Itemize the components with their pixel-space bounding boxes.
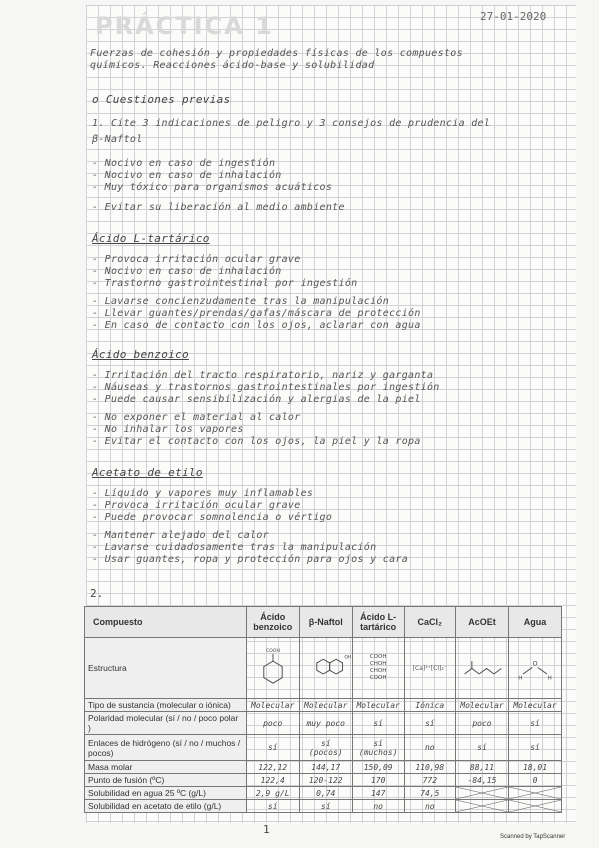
table-header-row <box>85 607 562 638</box>
column-header: CaCl₂ <box>404 607 455 638</box>
acetato-item: - Lavarse cuidadosamente tras la manipulación <box>92 542 377 553</box>
structure-row <box>85 638 562 699</box>
table-row <box>85 787 562 800</box>
row-label: Solubilidad en acetato de etilo (g/L) <box>85 800 247 813</box>
benzoico-item: - Puede causar sensibilización y alergias de la piel <box>92 394 421 405</box>
column-header: Agua <box>508 607 561 638</box>
row-label: Solubilidad en agua 25 ºC (g/L) <box>85 787 247 800</box>
table-cell: 772 <box>404 774 455 787</box>
table-cell: no <box>404 800 455 813</box>
column-header: Ácido L-tartárico <box>352 607 404 638</box>
table-cell: Molecular <box>299 699 352 712</box>
naphthol-oh-label: OH <box>344 655 352 661</box>
table-cell: Molecular <box>455 699 508 712</box>
tartarico-item: - Trastorno gastrointestinal por ingestión <box>92 278 358 289</box>
table-row <box>85 712 562 735</box>
table-row <box>85 735 562 761</box>
table-cell: Molecular <box>352 699 404 712</box>
row-label: Polaridad molecular (sí / no / poco polar ) <box>85 712 247 735</box>
benzoico-item: - No exponer el material al calor <box>92 412 301 423</box>
section-2-number: 2. <box>90 587 104 600</box>
page-title: PRÁCTICA 1 <box>95 12 274 40</box>
benzoic-acid-structure <box>246 638 299 699</box>
table-cell: 120-122 <box>299 774 352 787</box>
row-label: Masa molar <box>85 761 247 774</box>
cacl2-structure <box>404 638 455 699</box>
section-heading: o Cuestiones previas <box>92 93 231 106</box>
tartarico-item: - Nocivo en caso de inhalación <box>92 266 282 277</box>
column-header: AcOEt <box>455 607 508 638</box>
table-cell: 2,9 g/L <box>246 787 299 800</box>
ethyl-acetate-structure <box>455 638 508 699</box>
benzoico-item: - Náuseas y trastornos gastrointestinales por ingestión <box>92 382 440 393</box>
table-cell: sí (pocos) <box>299 735 352 761</box>
acetato-item: - Puede provocar somnolencia o vértigo <box>92 512 333 523</box>
naftol-item: - Nocivo en caso de ingestión <box>92 158 276 169</box>
naftol-item: - Evitar su liberación al medio ambiente <box>92 202 345 213</box>
row-label: Enlaces de hidrógeno (sí / no / muchos / pocos) <box>85 735 247 761</box>
row-label: Estructura <box>85 638 247 699</box>
acetato-heading: Acetato de etilo <box>92 466 203 479</box>
question-line-2: β-Naftol <box>92 134 143 145</box>
table-cell: sí <box>352 712 404 735</box>
column-header: Ácido benzoico <box>246 607 299 638</box>
question-line-1: 1. Cite 3 indicaciones de peligro y 3 consejos de prudencia del <box>92 118 491 129</box>
row-label: Punto de fusión (ºC) <box>85 774 247 787</box>
benzoico-item: - No inhalar los vapores <box>92 424 244 435</box>
table-row <box>85 761 562 774</box>
table-cell: 170 <box>352 774 404 787</box>
table-row <box>85 774 562 787</box>
date: 27-01-2020 <box>480 10 547 23</box>
table-cell: sí <box>246 735 299 761</box>
crossed-out-cell <box>508 800 561 813</box>
water-h-label: H <box>547 675 552 682</box>
acetato-item: - Usar guantes, ropa y protección para ojos y cara <box>92 554 409 565</box>
table-cell: 144,17 <box>299 761 352 774</box>
table-cell: 0,74 <box>299 787 352 800</box>
crossed-out-cell <box>455 787 508 800</box>
table-cell: sí <box>299 800 352 813</box>
benzoico-item: - Evitar el contacto con los ojos, la piel y la ropa <box>92 436 421 447</box>
cacl2-formula: [Ca]²⁺[Cl]₂⁻ <box>412 664 447 672</box>
table-row <box>85 800 562 813</box>
table-cell: poco <box>246 712 299 735</box>
table-cell: 74,5 <box>404 787 455 800</box>
table-cell: sí <box>508 735 561 761</box>
table-cell: no <box>352 800 404 813</box>
table-cell: 122,4 <box>246 774 299 787</box>
row-label: Tipo de sustancia (molecular o iónica) <box>85 699 247 712</box>
table-cell: no <box>404 735 455 761</box>
table-cell: 122,12 <box>246 761 299 774</box>
intro-line-2: químicos. Reacciones ácido-base y solubilidad <box>90 60 375 71</box>
acetato-item: - Provoca irritación ocular grave <box>92 500 301 511</box>
table-cell: sí <box>508 712 561 735</box>
tartarico-item: - Lavarse concienzudamente tras la manipulación <box>92 296 390 307</box>
table-cell: 147 <box>352 787 404 800</box>
water-o-label: O <box>532 659 538 668</box>
table-cell: Molecular <box>508 699 561 712</box>
table-cell: 18,01 <box>508 761 561 774</box>
table-cell: -84,15 <box>455 774 508 787</box>
water-h-label: H <box>518 675 523 682</box>
table-cell: sí <box>246 800 299 813</box>
table-cell: sí <box>455 735 508 761</box>
table-cell: Iónica <box>404 699 455 712</box>
tartarico-item: - Llevar guantes/prendas/gafas/máscara de protección <box>92 308 421 319</box>
tartaric-line: CHOH <box>369 668 387 674</box>
table-cell: 88,11 <box>455 761 508 774</box>
intro-line-1: Fuerzas de cohesión y propiedades físicas de los compuestos <box>90 48 463 59</box>
table-cell: 110,98 <box>404 761 455 774</box>
table-cell: Molecular <box>246 699 299 712</box>
water-structure <box>508 638 561 699</box>
benzoico-heading: Ácido benzoico <box>92 348 189 361</box>
naftol-item: - Nocivo en caso de inhalación <box>92 170 282 181</box>
tartaric-line: COOH <box>369 654 387 660</box>
table-cell: 0 <box>508 774 561 787</box>
acetato-item: - Líquido y vapores muy inflamables <box>92 488 314 499</box>
tartaric-line: CHOH <box>369 661 387 667</box>
column-header: Compuesto <box>85 607 247 638</box>
tartaric-line: COOH <box>369 675 387 681</box>
scanner-footer: Scanned by TapScanner <box>500 834 566 840</box>
properties-table <box>84 606 562 813</box>
table-cell: muy poco <box>299 712 352 735</box>
table-cell: sí <box>404 712 455 735</box>
column-header: β-Naftol <box>299 607 352 638</box>
crossed-out-cell <box>508 787 561 800</box>
naftol-item: - Muy tóxico para organismos acuáticos <box>92 182 333 193</box>
crossed-out-cell <box>455 800 508 813</box>
table-cell: sí (muchos) <box>352 735 404 761</box>
acetato-item: - Mantener alejado del calor <box>92 530 269 541</box>
tartarico-item: - Provoca irritación ocular grave <box>92 254 301 265</box>
page-number: 1 <box>263 823 270 836</box>
table-cell: 150,09 <box>352 761 404 774</box>
tartarico-item: - En caso de contacto con los ojos, aclarar con agua <box>92 320 421 331</box>
naphthol-structure <box>299 638 352 699</box>
table-row <box>85 699 562 712</box>
tartaric-acid-structure <box>352 638 404 699</box>
benzoico-item: - Irritación del tracto respiratorio, nariz y garganta <box>92 370 434 381</box>
table-cell: poco <box>455 712 508 735</box>
benzoic-cooh-label: COOH <box>265 648 280 654</box>
tartarico-heading: Ácido L-tartárico <box>92 232 210 245</box>
